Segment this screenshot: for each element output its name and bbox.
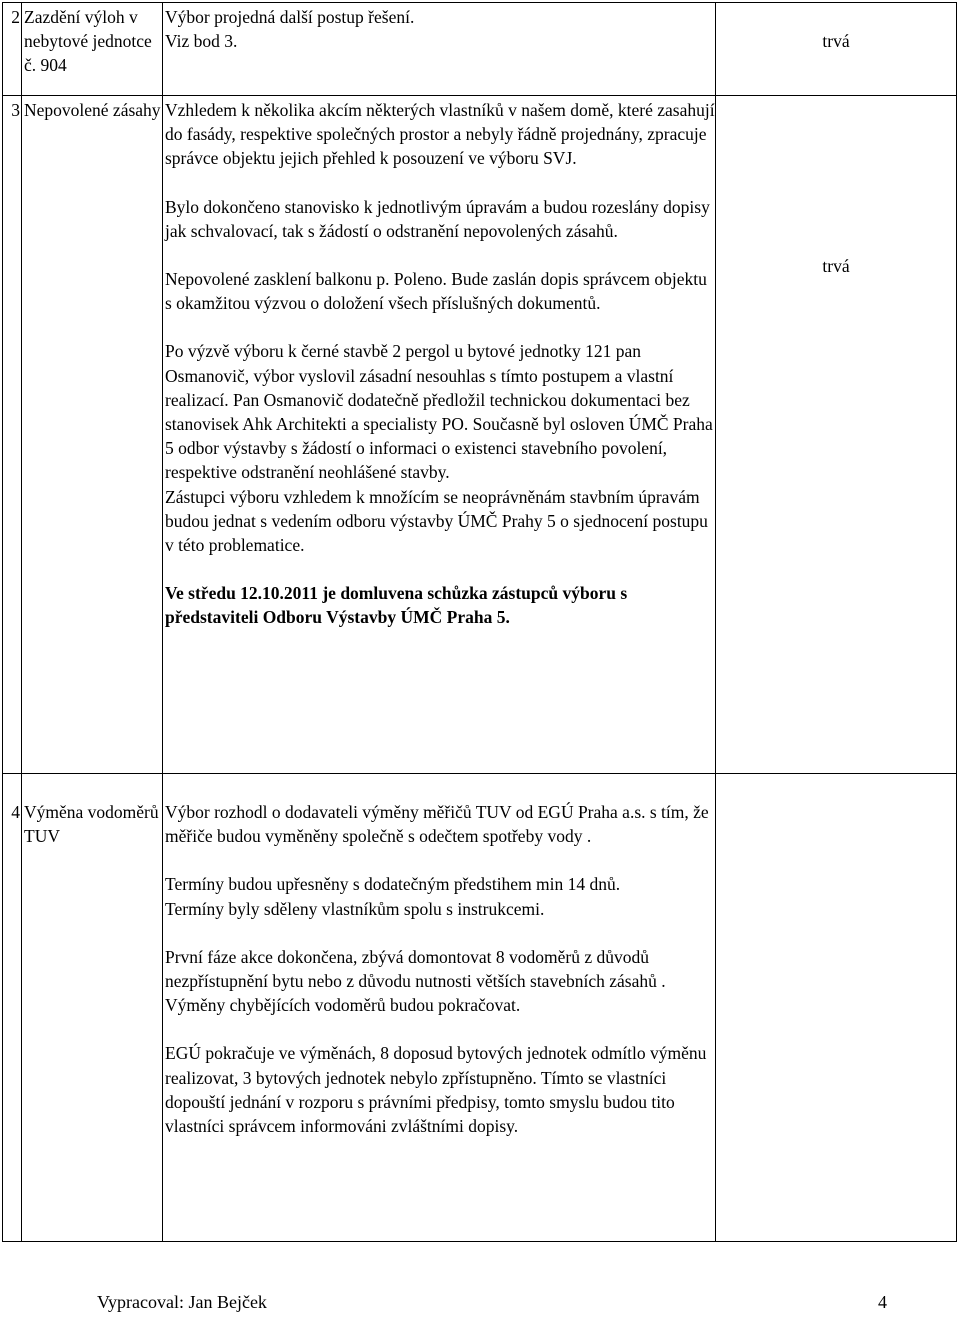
item-description bbox=[163, 774, 716, 1242]
description-paragraph: Vzhledem k několika akcím některých vlastníků v našem domě, které zasahují do fasády, respektive společných prostor a nebyly řádně projednány, zpracuje správce objektu jejich přehled k posouzení ve výboru SVJ. bbox=[165, 100, 715, 169]
description-paragraph: Viz bod 3. bbox=[165, 31, 238, 52]
table-row bbox=[3, 96, 957, 774]
description-paragraph: Termíny budou upřesněny s dodatečným předstihem min 14 dnů. bbox=[165, 874, 621, 895]
item-number: 3 bbox=[3, 96, 22, 774]
item-status bbox=[716, 3, 957, 96]
description-paragraph: Nepovolené zasklení balkonu p. Poleno. Bude zaslán dopis správcem objektu s okamžitou výzvou o doložení všech příslušných dokumentů. bbox=[165, 269, 707, 314]
table-row bbox=[3, 3, 957, 96]
status-text: trvá bbox=[822, 256, 850, 276]
description-paragraph-bold: Ve středu 12.10.2011 je domluvena schůzka zástupců výboru s představiteli Odboru Výstavby ÚMČ Praha 5. bbox=[165, 583, 628, 628]
minutes-table bbox=[2, 2, 957, 1242]
item-description bbox=[163, 3, 716, 96]
description-paragraph: Zástupci výboru vzhledem k množícím se neoprávněnám stavbním úpravám budou jednat s vedením odboru výstavby ÚMČ Prahy 5 o sjednocení postupu v této problematice. bbox=[165, 486, 708, 556]
description-paragraph: Bylo dokončeno stanovisko k jednotlivým úpravám a budou rozeslány dopisy jak schvalovací, tak s žádostí o odstranění nepovolených zásahů. bbox=[165, 196, 710, 241]
item-topic: Výměna vodoměrů TUV bbox=[22, 774, 163, 1242]
description-paragraph: První fáze akce dokončena, zbývá domontovat 8 vodoměrů z důvodů nezpřístupnění bytu nebo z důvodu nutnosti větších stavebních zásahů . bbox=[165, 946, 666, 992]
table-row bbox=[3, 774, 957, 1242]
description-paragraph: Výměny chybějících vodoměrů budou pokračovat. bbox=[165, 995, 521, 1016]
footer-author: Vypracoval: Jan Bejček bbox=[97, 1292, 267, 1312]
item-description bbox=[163, 96, 716, 774]
description-paragraph: Po výzvě výboru k černé stavbě 2 pergol u bytové jednotky 121 pan Osmanovič, výbor vyslovil zásadní nesouhlas s tímto postupem a vlastní realizací. Pan Osmanovič dodatečně předložil technickou dokumentaci bez stanovisek Ahk Architekti a specialisty PO. Současně byl osloven ÚMČ Praha 5 odbor výstavby s žádostí o informaci o existenci stavebního povolení, respektive odstranění neohlášené stavby. bbox=[165, 341, 713, 483]
description-paragraph: Výbor projedná další postup řešení. bbox=[165, 7, 415, 27]
page-number: 4 bbox=[878, 1292, 887, 1312]
description-paragraph: Termíny byly sděleny vlastníkům spolu s instrukcemi. bbox=[165, 898, 545, 919]
description-paragraph: EGÚ pokračuje ve výměnách, 8 doposud bytových jednotek odmítlo výměnu realizovat, 3 bytových jednotek nebylo zpřístupněno. Tímto se vlastníci dopouští jednání v rozporu s právními předpisy, tomto smyslu budou tito vlastníci správcem informováni zvláštními dopisy. bbox=[165, 1043, 707, 1137]
item-number: 4 bbox=[3, 774, 22, 1242]
item-number: 2 bbox=[3, 3, 22, 96]
status-text: trvá bbox=[822, 31, 850, 51]
item-topic: Nepovolené zásahy bbox=[22, 96, 163, 774]
item-status bbox=[716, 96, 957, 774]
description-paragraph: Výbor rozhodl o dodavateli výměny měřičů TUV od EGÚ Praha a.s. s tím, že měřiče budou vyměněny společně s odečtem spotřeby vody . bbox=[165, 802, 709, 847]
item-status bbox=[716, 774, 957, 1242]
item-topic: Zazdění výloh v nebytové jednotce č. 904 bbox=[22, 3, 163, 96]
